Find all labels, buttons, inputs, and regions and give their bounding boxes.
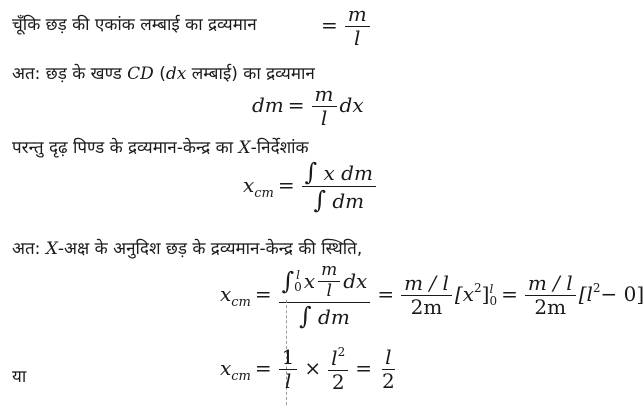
fraction-denominator: 2 xyxy=(331,370,345,394)
fraction-denominator: 2m xyxy=(534,294,567,319)
fraction-numerator: l xyxy=(382,347,394,370)
open-paren: ( xyxy=(159,64,166,84)
integral-sign: ∫ xyxy=(304,158,318,186)
x-symbol: x xyxy=(303,268,316,293)
line-1-text xyxy=(12,14,257,36)
x-axis-label: X xyxy=(45,239,58,259)
square-exponent: 2 xyxy=(474,280,482,295)
fraction-denominator: 2m xyxy=(410,294,443,319)
definite-integral-fraction xyxy=(279,262,371,329)
m-over-l-over-2m-fraction xyxy=(401,270,452,319)
fraction-numerator: m / l xyxy=(401,273,452,296)
m-over-l-fraction xyxy=(312,84,337,129)
equals-sign: = xyxy=(254,356,272,380)
x-symbol: x xyxy=(243,173,255,198)
line-3-equation xyxy=(252,84,364,129)
dx-symbol: dx xyxy=(343,268,368,293)
fraction-denominator: l xyxy=(284,369,292,393)
integral-sign: ∫ xyxy=(299,301,312,330)
cm-subscript: cm xyxy=(231,369,251,384)
fraction-numerator: m xyxy=(312,84,337,107)
segment-text: अत: छड़ के खण्ड xyxy=(12,64,122,84)
bracket-upper-limit: l xyxy=(489,282,494,297)
m-over-l-over-2m-fraction-2 xyxy=(525,270,576,319)
rigid-body-text: परन्तु दृढ़ पिण्ड के द्रव्यमान-केन्द्र का xyxy=(12,138,234,158)
line-5-equation xyxy=(243,160,379,213)
times-sign: × xyxy=(304,356,322,380)
position-text: -अक्ष के अनुदिश छड़ के द्रव्यमान-केन्द्र की स्थिति, xyxy=(57,239,363,259)
minus-zero-bracket: − 0] xyxy=(600,281,644,306)
equals-sign: = xyxy=(254,281,272,306)
fraction-numerator: m / l xyxy=(525,273,576,296)
square-exponent: 2 xyxy=(592,280,601,295)
equals-sign: = xyxy=(287,93,305,117)
dx-symbol: dx xyxy=(339,93,364,117)
one-over-l-fraction xyxy=(279,347,298,392)
line-7-equation xyxy=(220,262,644,329)
cm-subscript: cm xyxy=(254,186,274,202)
upper-limit: l xyxy=(296,268,300,283)
inner-denominator: l xyxy=(326,280,332,301)
fraction-denominator xyxy=(310,187,367,213)
integral-fraction xyxy=(302,160,376,213)
equals-sign: = xyxy=(321,13,338,37)
l-squared-over-2-fraction xyxy=(328,346,348,393)
lower-limit: 0 xyxy=(294,280,302,295)
bracket-x: [x xyxy=(454,281,474,306)
x-symbol: x xyxy=(220,281,232,306)
l-over-2-fraction xyxy=(379,347,398,392)
or-text: या xyxy=(12,367,27,387)
l-symbol: l xyxy=(331,346,338,370)
fraction-denominator: l xyxy=(354,26,361,50)
segment-mass-text: लम्बाई) का द्रव्यमान xyxy=(191,64,315,84)
equals-sign: = xyxy=(277,173,295,198)
line-8-ya xyxy=(12,366,26,388)
m-over-l-fraction xyxy=(318,262,340,301)
x-dm-text: x dm xyxy=(323,161,373,185)
fraction-denominator: l xyxy=(320,106,328,130)
line-4-text xyxy=(12,137,309,159)
dm-text: dm xyxy=(318,304,350,329)
fraction-denominator xyxy=(296,303,353,329)
equals-sign: = xyxy=(355,356,372,380)
segment-cd-label: CD xyxy=(127,64,154,84)
therefore-text: अत: xyxy=(12,239,41,259)
line-8-equation xyxy=(220,346,401,393)
integral-sign: ∫ xyxy=(281,266,295,295)
bracket-lower-limit: 0 xyxy=(489,294,498,309)
integral-sign: ∫ xyxy=(313,186,326,215)
dx-label: dx xyxy=(165,64,187,84)
fraction-numerator: 1 xyxy=(279,347,298,370)
line-2-text xyxy=(12,63,315,85)
inner-numerator: m xyxy=(318,262,340,282)
bracket-l: [l xyxy=(578,281,593,306)
coordinate-text: -निर्देशांक xyxy=(250,138,309,158)
fraction-numerator xyxy=(302,160,376,187)
square-exponent: 2 xyxy=(337,345,346,359)
line-1-expression xyxy=(317,4,373,49)
close-bracket: ] xyxy=(481,281,490,306)
equals-sign: = xyxy=(377,281,395,306)
cm-subscript: cm xyxy=(231,294,251,310)
dm-symbol: dm xyxy=(252,93,284,117)
line-6-text xyxy=(12,238,362,260)
x-axis-label: X xyxy=(238,138,251,158)
equals-sign: = xyxy=(501,281,518,306)
fraction-numerator: m xyxy=(345,4,370,27)
x-symbol: x xyxy=(220,356,232,380)
fraction-numerator xyxy=(328,346,348,371)
unit-length-mass-text: चूँकि छड़ की एकांक लम्बाई का द्रव्यमान xyxy=(12,15,257,35)
fraction-numerator xyxy=(279,262,371,303)
fraction-denominator: 2 xyxy=(381,369,395,393)
dm-text: dm xyxy=(332,189,365,214)
m-over-l-fraction xyxy=(345,4,370,49)
